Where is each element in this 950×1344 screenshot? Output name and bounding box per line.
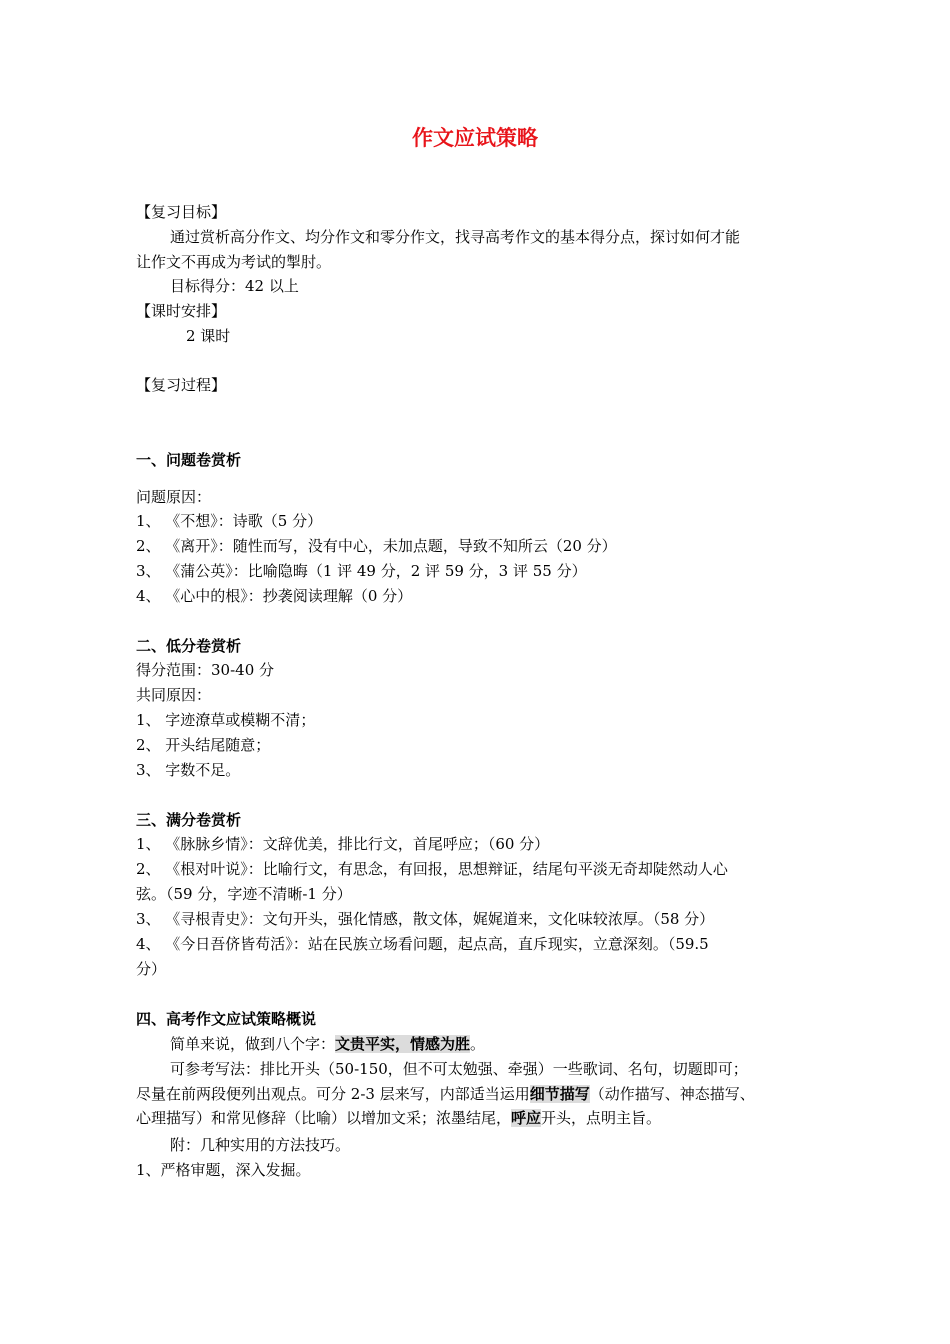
section4-p2-line-1: 可参考写法：排比开头（50-150，但不可太勉强、牵强）一些歌词、名句，切题即可； [170, 1060, 748, 1078]
section2-intro: 共同原因： [136, 686, 212, 704]
section2-item-3: 3、 字数不足。 [136, 761, 241, 779]
review-goal-text-2: 让作文不再成为考试的掣肘。 [136, 253, 332, 271]
target-score: 目标得分：42 以上 [170, 277, 299, 295]
section4-p1 [170, 1032, 485, 1057]
section4-p2-line-3-highlight: 呼应 [511, 1109, 542, 1127]
section2-item-1: 1、 字迹潦草或模糊不清； [136, 711, 316, 729]
document-title: 作文应试策略 [412, 126, 538, 150]
section4-p2-line-2-text: 尽量在前两段便列出观点。可分 2-3 层来写，内部适当运用 [136, 1085, 530, 1103]
review-goal-label: 【复习目标】 [136, 203, 227, 221]
section4-p2-line-2-end: （动作描写、神态描写、 [589, 1085, 755, 1103]
section1-item-1: 1、 《不想》：诗歌（5 分） [136, 512, 323, 530]
section3-line-2: 2、 《根对叶说》：比喻行文，有思念，有回报，思想辩证，结尾句平淡无奇却陡然动人心 [136, 860, 728, 878]
section4-p1-text: 简单来说，做到八个字： [170, 1035, 336, 1053]
section3-line-4: 3、 《寻根青史》：文句开头，强化情感，散文体，娓娓道来，文化味较浓厚。（58 分） [136, 910, 715, 928]
schedule-value: 2 课时 [186, 327, 231, 345]
schedule-label: 【课时安排】 [136, 302, 227, 320]
section3-line-1: 1、 《脉脉乡情》：文辞优美，排比行文，首尾呼应；（60 分） [136, 835, 550, 853]
section1-item-2: 2、 《离开》：随性而写，没有中心，未加点题，导致不知所云（20 分） [136, 537, 617, 555]
section3-line-5: 4、 《今日吾侪皆苟活》：站在民族立场看问题，起点高，直斥现实，立意深刻。（59.5 [136, 935, 709, 953]
section3-line-3: 弦。（59 分，字迹不清晰-1 分） [136, 885, 352, 903]
section1-heading: 一、问题卷赏析 [136, 451, 242, 469]
section4-appendix: 附：几种实用的方法技巧。 [170, 1136, 351, 1154]
section3-heading: 三、满分卷赏析 [136, 811, 242, 829]
section1-item-4: 4、 《心中的根》：抄袭阅读理解（0 分） [136, 587, 413, 605]
section4-p2-line-3-end: 开头，点明主旨。 [541, 1109, 662, 1127]
section4-p2-line-3 [136, 1106, 661, 1131]
section2-range: 得分范围：30-40 分 [136, 661, 275, 679]
review-goal-text-1: 通过赏析高分作文、均分作文和零分作文，找寻高考作文的基本得分点，探讨如何才能 [170, 228, 741, 246]
section4-p2-line-2 [136, 1082, 755, 1107]
section4-item-1: 1、严格审题，深入发掘。 [136, 1161, 311, 1179]
section2-item-2: 2、 开头结尾随意； [136, 736, 271, 754]
section4-p2-line-3-text: 心理描写）和常见修辞（比喻）以增加文采；浓墨结尾， [136, 1109, 512, 1127]
section4-p1-end: 。 [470, 1035, 486, 1053]
section1-intro: 问题原因： [136, 488, 212, 506]
section1-item-3: 3、 《蒲公英》：比喻隐晦（1 评 49 分，2 评 59 分，3 评 55 分） [136, 562, 587, 580]
section4-p2-line-2-highlight: 细节描写 [529, 1085, 590, 1103]
section4-p1-highlight: 文贵平实，情感为胜 [335, 1035, 471, 1053]
section2-heading: 二、低分卷赏析 [136, 637, 242, 655]
section4-heading: 四、高考作文应试策略概说 [136, 1010, 317, 1028]
process-label: 【复习过程】 [136, 376, 227, 394]
section3-line-6: 分） [136, 960, 167, 978]
